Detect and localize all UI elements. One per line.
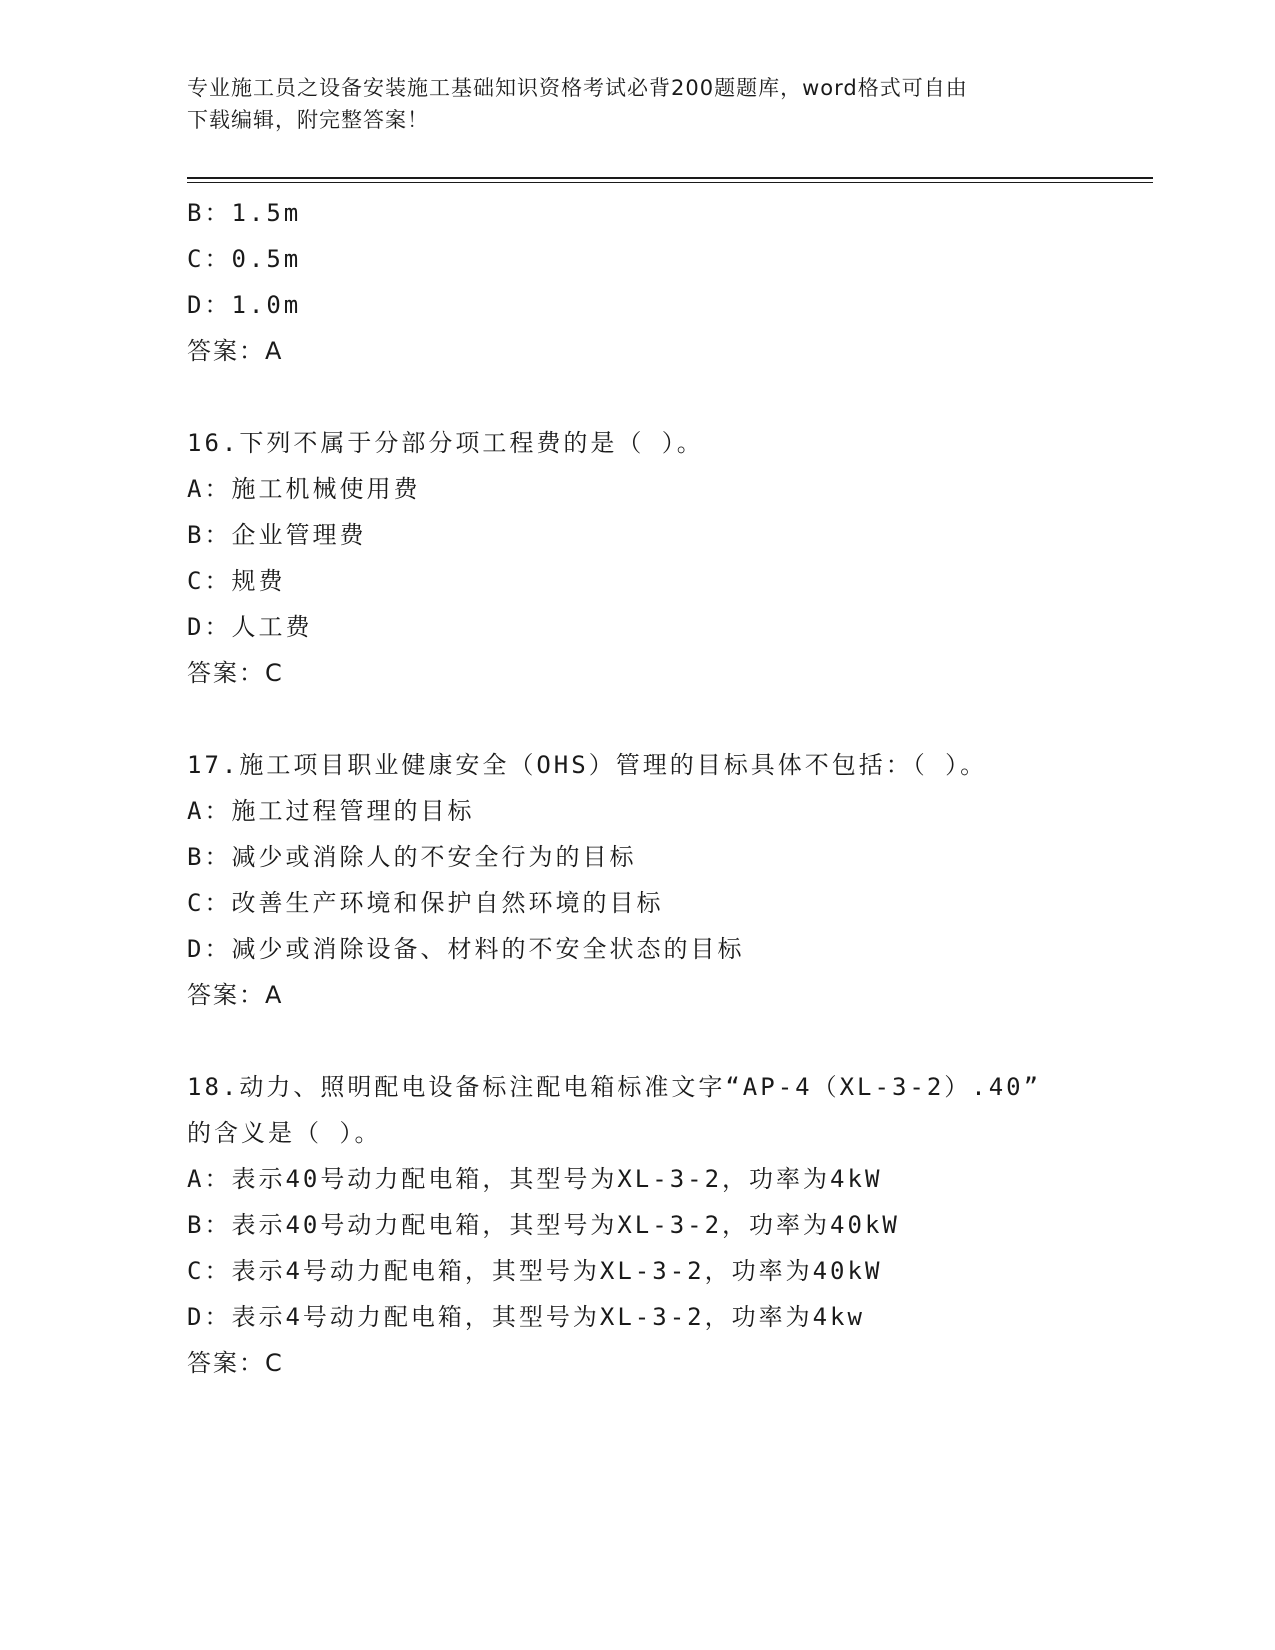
option-b: B：表示40号动力配电箱，其型号为XL-3-2，功率为40kW xyxy=(187,1211,900,1239)
option-d: D：减少或消除设备、材料的不安全状态的目标 xyxy=(187,935,745,963)
option-b: B：减少或消除人的不安全行为的目标 xyxy=(187,843,637,871)
question-18 xyxy=(187,1064,1107,1386)
answer-line: 答案：A xyxy=(187,981,284,1009)
question-stem: 17.施工项目职业健康安全（OHS）管理的目标具体不包括：（ ）。 xyxy=(187,751,988,779)
option-b: B：企业管理费 xyxy=(187,521,367,549)
question-stem: 16.下列不属于分部分项工程费的是（ ）。 xyxy=(187,429,704,457)
option-c: C：表示4号动力配电箱，其型号为XL-3-2，功率为40kW xyxy=(187,1257,883,1285)
option-a: A：施工机械使用费 xyxy=(187,475,421,503)
answer-line: 答案：A xyxy=(187,337,284,365)
question-15-continued xyxy=(187,190,1107,374)
question-list xyxy=(187,190,1107,1386)
option-d: D：表示4号动力配电箱，其型号为XL-3-2，功率为4kw xyxy=(187,1303,865,1331)
option-d: D：人工费 xyxy=(187,613,313,641)
spacer xyxy=(187,374,1107,420)
option-c: C：改善生产环境和保护自然环境的目标 xyxy=(187,889,664,917)
option-c: C：0.5m xyxy=(187,245,302,273)
question-stem-line-1: 18.动力、照明配电设备标注配电箱标准文字“AP-4（XL-3-2）.40” xyxy=(187,1073,1042,1101)
answer-line: 答案：C xyxy=(187,1349,284,1377)
option-a: A：表示40号动力配电箱，其型号为XL-3-2，功率为4kW xyxy=(187,1165,883,1193)
spacer xyxy=(187,1018,1107,1064)
option-d: D：1.0m xyxy=(187,291,302,319)
header-divider-thick xyxy=(187,177,1153,179)
document-header xyxy=(187,72,1087,136)
option-b: B：1.5m xyxy=(187,199,302,227)
question-17 xyxy=(187,742,1107,1018)
spacer xyxy=(187,696,1107,742)
header-line-1: 专业施工员之设备安装施工基础知识资格考试必背200题题库，word格式可自由 xyxy=(187,76,968,100)
option-a: A：施工过程管理的目标 xyxy=(187,797,475,825)
header-line-2: 下载编辑，附完整答案！ xyxy=(187,108,429,132)
question-stem-line-2: 的含义是（ ）。 xyxy=(187,1119,382,1147)
answer-line: 答案：C xyxy=(187,659,284,687)
option-c: C：规费 xyxy=(187,567,286,595)
header-divider-thin xyxy=(187,182,1153,183)
question-16 xyxy=(187,420,1107,696)
